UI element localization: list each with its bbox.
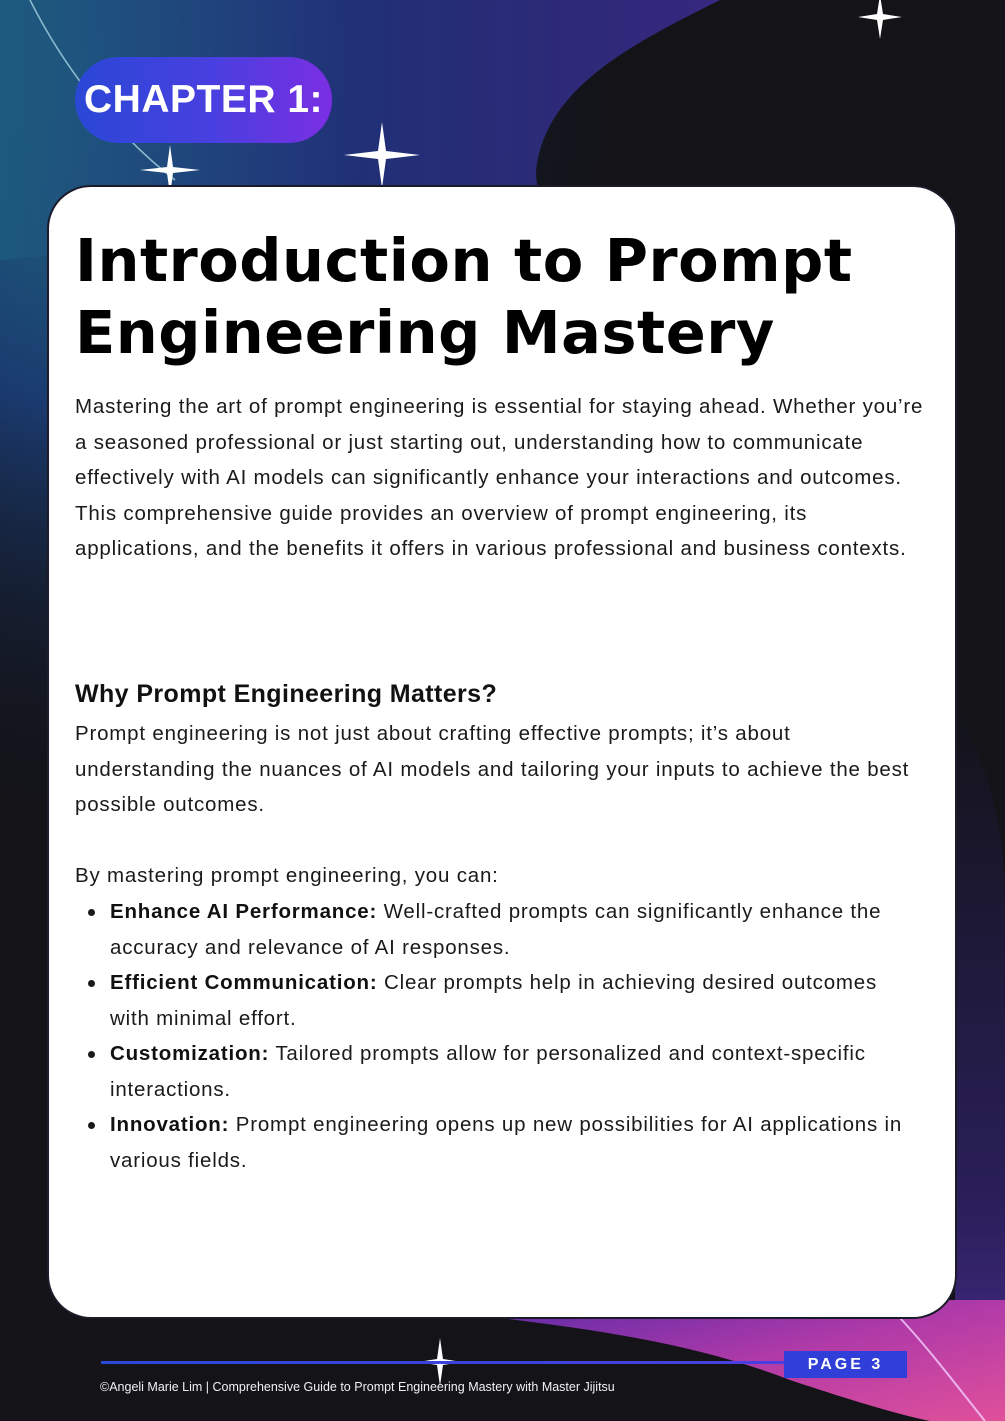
list-item-term: Enhance AI Performance: [110, 900, 378, 923]
sparkle-icon [855, 0, 905, 42]
title-line-1: Introduction to Prompt [75, 226, 853, 295]
list-item-text: Prompt engineering opens up new possibilities for AI applications in various fields. [110, 1113, 903, 1172]
footer-copyright: ©Angeli Marie Lim | Comprehensive Guide to Prompt Engineering Mastery with Master Jijitsu [100, 1380, 615, 1394]
section-heading: Why Prompt Engineering Matters? [75, 680, 498, 708]
benefits-list [110, 894, 920, 1178]
page-number-badge: PAGE 3 [784, 1351, 907, 1378]
title-line-2: Engineering Mastery [75, 298, 775, 367]
bullet-icon [88, 909, 95, 916]
list-item [110, 894, 920, 965]
list-item-text: Tailored prompts allow for personalized and context-specific interactions. [110, 1042, 866, 1101]
footer-divider [101, 1361, 785, 1364]
list-item [110, 1036, 920, 1107]
section-paragraph: Prompt engineering is not just about crafting effective prompts; it’s about understanding the nuances of AI models and tailoring your inputs to achieve the best possible outcomes. [75, 722, 910, 816]
list-item-term: Customization: [110, 1042, 270, 1065]
bullet-icon [88, 1051, 95, 1058]
list-item [110, 1107, 920, 1178]
bullet-icon [88, 1122, 95, 1129]
list-item-term: Efficient Communication: [110, 971, 378, 994]
list-item [110, 965, 920, 1036]
bullet-icon [88, 980, 95, 987]
intro-paragraph: Mastering the art of prompt engineering is essential for staying ahead. Whether you’re a seasoned professional or just starting out, understanding how to communicate effectively with AI models can significantly enhance your interactions and outcomes. This comprehensive guide provides an overview of prompt engineering, its applications, and the benefits it offers in various professional and business contexts. [75, 395, 924, 560]
list-item-term: Innovation: [110, 1113, 230, 1136]
list-item-text: Clear prompts help in achieving desired outcomes with minimal effort. [110, 971, 878, 1030]
chapter-badge: CHAPTER 1: [75, 57, 332, 143]
sparkle-icon [342, 122, 422, 188]
bullet-lead-in: By mastering prompt engineering, you can: [75, 864, 499, 887]
list-item-text: Well-crafted prompts can significantly enhance the accuracy and relevance of AI responses. [110, 900, 882, 959]
page-title [75, 225, 925, 369]
